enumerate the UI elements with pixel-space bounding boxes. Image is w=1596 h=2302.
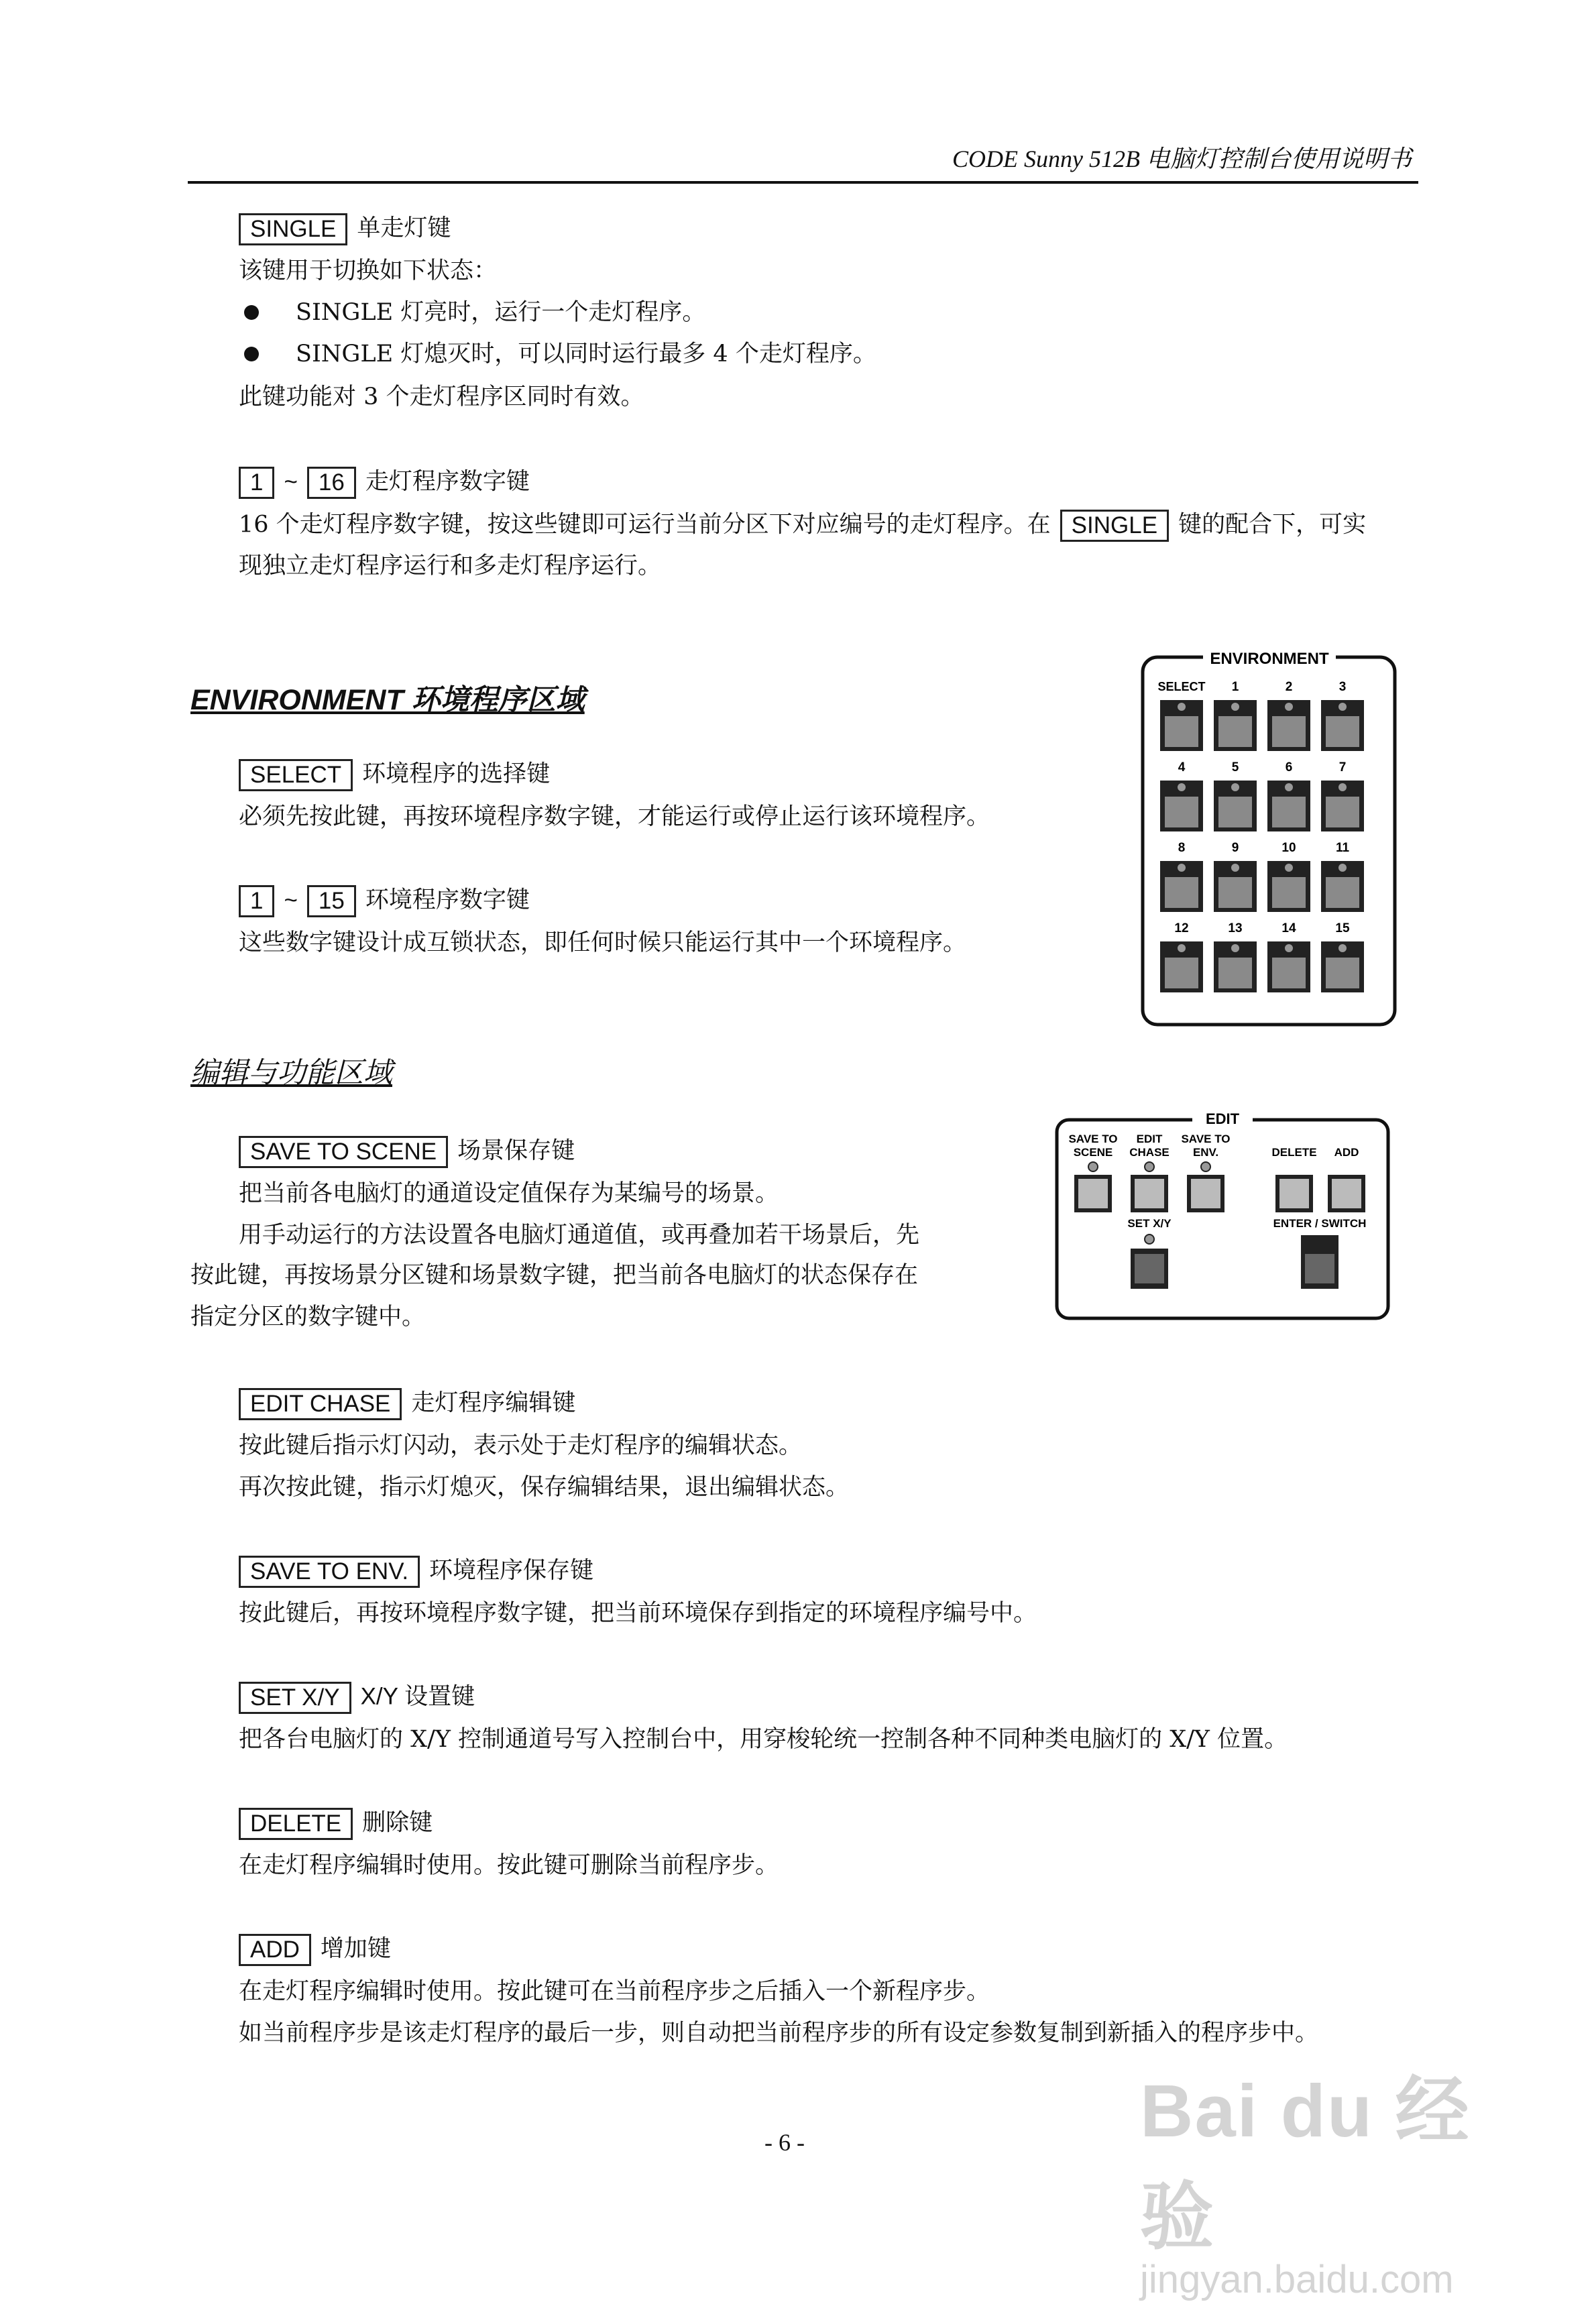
env-panel-label: 8 bbox=[1178, 841, 1186, 855]
env-select-panel-button bbox=[1157, 680, 1205, 751]
indicator-led-icon bbox=[1177, 783, 1186, 792]
indicator-led-icon bbox=[1177, 863, 1186, 872]
indicator-led-icon bbox=[1284, 702, 1294, 711]
add-key: ADD bbox=[239, 1934, 311, 1966]
delete-key-line: DELETE 删除键 bbox=[239, 1808, 433, 1840]
svg-text:SAVE TO: SAVE TO bbox=[1068, 1133, 1118, 1145]
svg-text:EDIT: EDIT bbox=[1136, 1133, 1163, 1145]
env-panel-label: 9 bbox=[1231, 841, 1239, 855]
indicator-led-icon bbox=[1231, 863, 1240, 872]
single-intro: 该键用于切换如下状态： bbox=[239, 257, 498, 284]
chase-numbers-text-2: 现独立走灯程序运行和多走灯程序运行。 bbox=[239, 553, 662, 579]
env-panel-key-cap bbox=[1218, 877, 1252, 908]
single-bullet-1: SINGLE 灯亮时，运行一个走灯程序。 bbox=[239, 298, 705, 327]
add-text-1: 在走灯程序编辑时使用。按此键可在当前程序步之后插入一个新程序步。 bbox=[239, 1978, 990, 2005]
env-panel-label: 14 bbox=[1281, 921, 1296, 935]
chase-numbers-text-1: 16 个走灯程序数字键，按这些键即可运行当前分区下对应编号的走灯程序。在 SINGLE 键的配合下，可实 bbox=[239, 510, 1366, 542]
indicator-led-icon bbox=[1338, 702, 1347, 711]
indicator-led-icon bbox=[1338, 863, 1347, 872]
save-scene-text-3: 按此键，再按场景分区键和场景数字键，把当前各电脑灯的状态保存在 bbox=[190, 1262, 919, 1289]
select-key: SELECT bbox=[239, 759, 353, 791]
watermark-url: jingyan.baidu.com bbox=[1140, 2258, 1454, 2301]
svg-text:ENV.: ENV. bbox=[1192, 1146, 1219, 1159]
bullet-icon bbox=[244, 305, 259, 320]
env-number-text: 这些数字键设计成互锁状态，即任何时候只能运行其中一个环境程序。 bbox=[239, 929, 967, 956]
env-panel-key-cap bbox=[1272, 797, 1306, 827]
indicator-led-icon bbox=[1145, 1162, 1154, 1171]
env-panel-label: 10 bbox=[1281, 841, 1296, 855]
indicator-led-icon bbox=[1338, 943, 1347, 953]
indicator-led-icon bbox=[1177, 943, 1186, 953]
env-key-1: 1 bbox=[239, 885, 274, 917]
env-panel-label: 1 bbox=[1231, 680, 1239, 694]
indicator-led-icon bbox=[1284, 943, 1294, 953]
document-title: CODE Sunny 512B 电脑灯控制台使用说明书 bbox=[952, 146, 1412, 172]
env-panel-label: 6 bbox=[1285, 760, 1293, 774]
env-panel-key-cap bbox=[1218, 797, 1252, 827]
svg-text:ENTER / SWITCH: ENTER / SWITCH bbox=[1273, 1217, 1367, 1230]
indicator-led-icon bbox=[1284, 863, 1294, 872]
env-panel-label: 5 bbox=[1231, 760, 1239, 774]
page-number: - 6 - bbox=[764, 2129, 805, 2156]
svg-text:CHASE: CHASE bbox=[1129, 1146, 1170, 1159]
select-text: 必须先按此键，再按环境程序数字键，才能运行或停止运行该环境程序。 bbox=[239, 803, 990, 830]
env-panel-key-cap bbox=[1165, 958, 1198, 988]
edit-panel-title: EDIT bbox=[1205, 1110, 1240, 1127]
indicator-led-icon bbox=[1231, 943, 1240, 953]
env-panel-key-cap bbox=[1165, 716, 1198, 747]
env-panel-key-cap bbox=[1326, 716, 1359, 747]
env-key-15: 15 bbox=[307, 885, 356, 917]
delete-key: DELETE bbox=[239, 1808, 353, 1840]
svg-text:SCENE: SCENE bbox=[1073, 1146, 1113, 1159]
single-note: 此键功能对 3 个走灯程序区同时有效。 bbox=[239, 384, 644, 410]
env-panel-label: 13 bbox=[1228, 921, 1243, 935]
single-bullet-2: SINGLE 灯熄灭时，可以同时运行最多 4 个走灯程序。 bbox=[239, 339, 876, 369]
indicator-led-icon bbox=[1145, 1234, 1154, 1244]
environment-panel-diagram bbox=[1137, 637, 1399, 1034]
env-panel-label: 7 bbox=[1338, 760, 1347, 774]
save-to-env-key: SAVE TO ENV. bbox=[239, 1556, 420, 1588]
indicator-led-icon bbox=[1088, 1162, 1098, 1171]
save-to-scene-key: SAVE TO SCENE bbox=[239, 1136, 448, 1168]
single-key-desc: 单走灯键 bbox=[357, 215, 451, 242]
chase-key-1: 1 bbox=[239, 467, 274, 499]
indicator-led-icon bbox=[1177, 702, 1186, 711]
page-header bbox=[188, 146, 1418, 184]
set-xy-key-line: SET X/Y X/Y 设置键 bbox=[239, 1682, 475, 1714]
env-panel-key-cap bbox=[1272, 958, 1306, 988]
svg-text:SAVE TO: SAVE TO bbox=[1181, 1133, 1231, 1145]
set-xy-key: SET X/Y bbox=[239, 1682, 351, 1714]
delete-text-1: 在走灯程序编辑时使用。按此键可删除当前程序步。 bbox=[239, 1852, 779, 1879]
bullet-icon bbox=[244, 347, 259, 361]
save-scene-text-4: 指定分区的数字键中。 bbox=[190, 1304, 426, 1330]
svg-text:SET X/Y: SET X/Y bbox=[1127, 1217, 1172, 1230]
env-panel-label: 4 bbox=[1178, 760, 1186, 774]
edit-chase-text-1: 按此键后指示灯闪动，表示处于走灯程序的编辑状态。 bbox=[239, 1432, 803, 1459]
edit-chase-text-2: 再次按此键，指示灯熄灭，保存编辑结果，退出编辑状态。 bbox=[239, 1474, 850, 1501]
save-env-text-1: 按此键后，再按环境程序数字键，把当前环境保存到指定的环境程序编号中。 bbox=[239, 1600, 1037, 1627]
env-panel-key-cap bbox=[1165, 877, 1198, 908]
environment-panel-title: ENVIRONMENT bbox=[1210, 650, 1329, 668]
edit-panel-diagram bbox=[1051, 1105, 1393, 1326]
add-key-line: ADD 增加键 bbox=[239, 1934, 391, 1966]
env-panel-key-cap bbox=[1165, 797, 1198, 827]
env-number-keys-line: 1 ~ 15 环境程序数字键 bbox=[239, 885, 530, 917]
env-panel-label: 2 bbox=[1285, 680, 1293, 694]
single-key-line bbox=[239, 213, 451, 245]
baidu-jingyan-watermark bbox=[1140, 2052, 1516, 2301]
indicator-led-icon bbox=[1284, 783, 1294, 792]
edit-chase-key: EDIT CHASE bbox=[239, 1388, 402, 1420]
env-panel-label: SELECT bbox=[1157, 680, 1206, 693]
set-xy-text-1: 把各台电脑灯的 X/Y 控制通道号写入控制台中，用穿梭轮统一控制各种不同种类电脑灯的 X/Y 位置。 bbox=[239, 1726, 1288, 1753]
env-panel-key-cap bbox=[1218, 716, 1252, 747]
environment-heading: ENVIRONMENT 环境程序区域 bbox=[190, 684, 585, 716]
indicator-led-icon bbox=[1231, 783, 1240, 792]
edit-heading: 编辑与功能区域 bbox=[190, 1056, 392, 1090]
chase-number-keys-line: 1 ~ 16 走灯程序数字键 bbox=[239, 467, 530, 499]
env-panel-key-cap bbox=[1326, 797, 1359, 827]
watermark-brand: Bai du 经验 bbox=[1140, 2070, 1471, 2258]
add-text-2: 如当前程序步是该走灯程序的最后一步，则自动把当前程序步的所有设定参数复制到新插入的程序步中。 bbox=[239, 2020, 1319, 2047]
add-panel-button bbox=[1328, 1175, 1365, 1212]
svg-text:ADD: ADD bbox=[1334, 1146, 1359, 1159]
single-key: SINGLE bbox=[239, 213, 347, 245]
env-panel-key-cap bbox=[1272, 716, 1306, 747]
env-panel-label: 11 bbox=[1335, 841, 1350, 855]
select-key-line: SELECT 环境程序的选择键 bbox=[239, 759, 550, 791]
indicator-led-icon bbox=[1201, 1162, 1210, 1171]
env-panel-key-cap bbox=[1218, 958, 1252, 988]
single-inline-key: SINGLE bbox=[1060, 510, 1169, 542]
chase-key-16: 16 bbox=[307, 467, 356, 499]
indicator-led-icon bbox=[1338, 783, 1347, 792]
env-panel-key-cap bbox=[1326, 877, 1359, 908]
save-env-key-line: SAVE TO ENV. 环境程序保存键 bbox=[239, 1556, 593, 1588]
env-panel-key-cap bbox=[1272, 877, 1306, 908]
env-panel-key-cap bbox=[1326, 958, 1359, 988]
env-panel-label: 3 bbox=[1338, 680, 1347, 694]
env-panel-label: 12 bbox=[1174, 921, 1189, 935]
save-scene-text-1: 把当前各电脑灯的通道设定值保存为某编号的场景。 bbox=[239, 1180, 779, 1207]
enter-switch-panel-button bbox=[1301, 1235, 1338, 1289]
save-scene-text-2: 用手动运行的方法设置各电脑灯通道值，或再叠加若干场景后，先 bbox=[239, 1222, 920, 1249]
delete-panel-button bbox=[1275, 1175, 1313, 1212]
edit-chase-key-line: EDIT CHASE 走灯程序编辑键 bbox=[239, 1388, 575, 1420]
svg-text:DELETE: DELETE bbox=[1271, 1146, 1317, 1159]
save-scene-key-line: SAVE TO SCENE 场景保存键 bbox=[239, 1136, 575, 1168]
indicator-led-icon bbox=[1231, 702, 1240, 711]
env-panel-label: 15 bbox=[1335, 921, 1350, 935]
chase-keys-desc: 走灯程序数字键 bbox=[365, 468, 530, 496]
